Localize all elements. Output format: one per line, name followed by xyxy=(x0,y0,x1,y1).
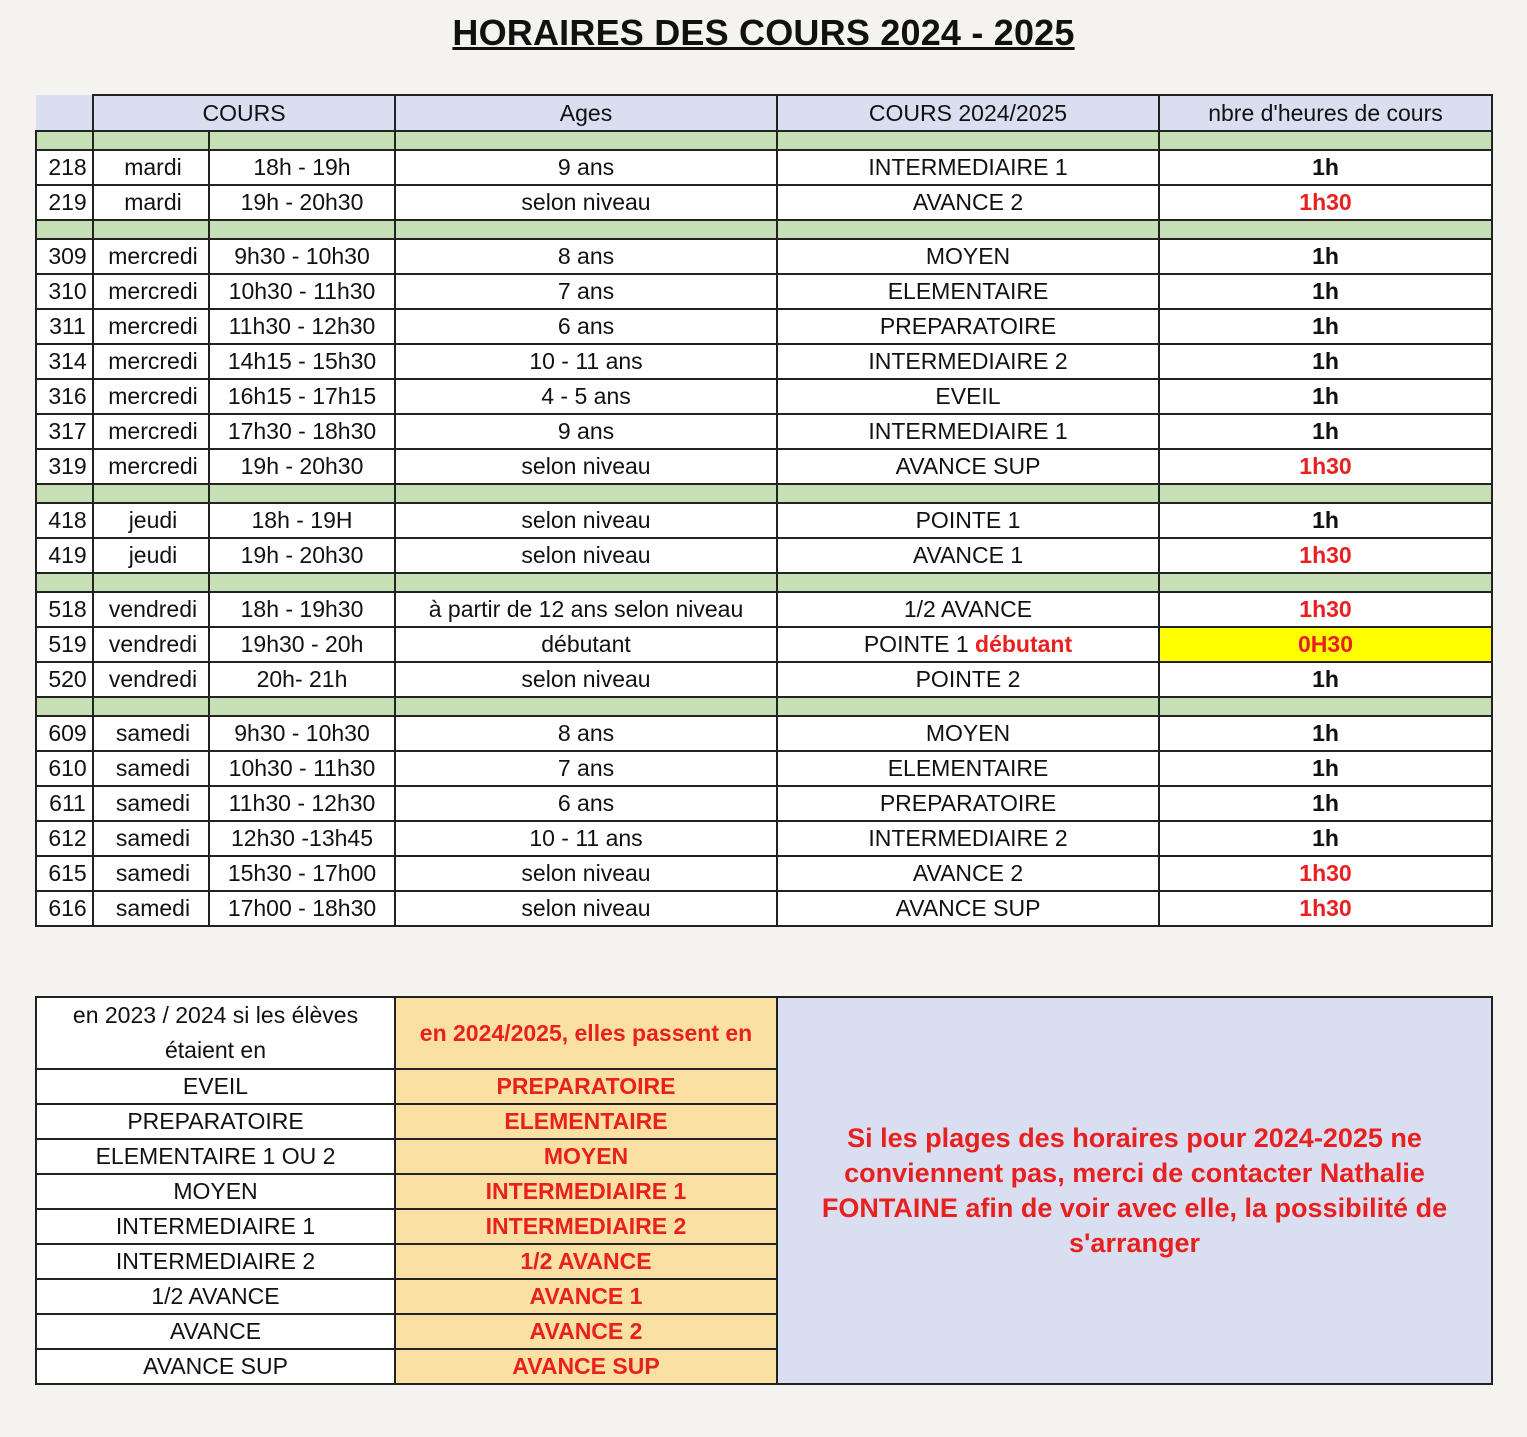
course-hours: 1h xyxy=(1159,503,1492,538)
course-age: selon niveau xyxy=(395,449,777,484)
schedule-row xyxy=(36,592,1492,627)
course-number: 319 xyxy=(36,449,93,484)
schedule-row xyxy=(36,503,1492,538)
course-time: 11h30 - 12h30 xyxy=(209,786,395,821)
course-day: samedi xyxy=(93,821,209,856)
course-level xyxy=(777,627,1159,662)
course-number: 418 xyxy=(36,503,93,538)
course-time: 17h30 - 18h30 xyxy=(209,414,395,449)
previous-level: ELEMENTAIRE 1 OU 2 xyxy=(36,1139,395,1174)
separator-cell xyxy=(36,573,93,592)
course-level xyxy=(777,751,1159,786)
previous-level: PREPARATOIRE xyxy=(36,1104,395,1139)
course-age: 9 ans xyxy=(395,150,777,185)
progression-header-prev: en 2023 / 2024 si les élèves étaient en xyxy=(36,997,395,1069)
course-number: 616 xyxy=(36,891,93,926)
course-hours: 0H30 xyxy=(1159,627,1492,662)
course-time: 9h30 - 10h30 xyxy=(209,716,395,751)
schedule-row xyxy=(36,239,1492,274)
next-level: AVANCE 2 xyxy=(395,1314,777,1349)
course-level xyxy=(777,662,1159,697)
course-hours: 1h xyxy=(1159,786,1492,821)
separator-row xyxy=(36,484,1492,503)
course-level xyxy=(777,538,1159,573)
course-level-extra: débutant xyxy=(975,631,1073,657)
previous-level: MOYEN xyxy=(36,1174,395,1209)
course-hours: 1h xyxy=(1159,379,1492,414)
course-level xyxy=(777,150,1159,185)
course-time: 19h - 20h30 xyxy=(209,538,395,573)
course-hours: 1h30 xyxy=(1159,185,1492,220)
schedule-row xyxy=(36,716,1492,751)
separator-row xyxy=(36,573,1492,592)
course-day: mardi xyxy=(93,185,209,220)
schedule-row xyxy=(36,449,1492,484)
course-level-name: INTERMEDIAIRE 2 xyxy=(868,825,1068,851)
schedule-row xyxy=(36,891,1492,926)
previous-level: 1/2 AVANCE xyxy=(36,1279,395,1314)
separator-cell xyxy=(395,484,777,503)
course-day: mercredi xyxy=(93,414,209,449)
course-level xyxy=(777,821,1159,856)
separator-row xyxy=(36,697,1492,716)
course-time: 15h30 - 17h00 xyxy=(209,856,395,891)
separator-cell xyxy=(209,131,395,150)
course-hours: 1h30 xyxy=(1159,856,1492,891)
course-age: selon niveau xyxy=(395,662,777,697)
course-level xyxy=(777,274,1159,309)
course-age: 10 - 11 ans xyxy=(395,821,777,856)
course-level-name: INTERMEDIAIRE 1 xyxy=(868,418,1068,444)
schedule-row xyxy=(36,538,1492,573)
separator-cell xyxy=(36,220,93,239)
course-number: 610 xyxy=(36,751,93,786)
course-level xyxy=(777,716,1159,751)
course-hours: 1h xyxy=(1159,239,1492,274)
course-level-name: ELEMENTAIRE xyxy=(887,755,1049,781)
course-level xyxy=(777,185,1159,220)
course-level xyxy=(777,786,1159,821)
next-level: INTERMEDIAIRE 2 xyxy=(395,1209,777,1244)
schedule-row xyxy=(36,414,1492,449)
course-hours: 1h30 xyxy=(1159,891,1492,926)
course-number: 218 xyxy=(36,150,93,185)
separator-cell xyxy=(777,484,1159,503)
course-day: mercredi xyxy=(93,274,209,309)
course-level-name: AVANCE SUP xyxy=(895,895,1041,921)
course-time: 12h30 -13h45 xyxy=(209,821,395,856)
course-level-name: AVANCE 2 xyxy=(912,189,1024,215)
course-time: 18h - 19H xyxy=(209,503,395,538)
course-time: 17h00 - 18h30 xyxy=(209,891,395,926)
previous-level: INTERMEDIAIRE 2 xyxy=(36,1244,395,1279)
course-level xyxy=(777,856,1159,891)
header-ages: Ages xyxy=(395,95,777,131)
previous-level: INTERMEDIAIRE 1 xyxy=(36,1209,395,1244)
course-day: jeudi xyxy=(93,538,209,573)
course-number: 612 xyxy=(36,821,93,856)
course-hours: 1h xyxy=(1159,274,1492,309)
course-level xyxy=(777,344,1159,379)
course-day: samedi xyxy=(93,716,209,751)
course-day: samedi xyxy=(93,891,209,926)
course-day: mardi xyxy=(93,150,209,185)
course-level-name: PREPARATOIRE xyxy=(879,313,1057,339)
course-age: 7 ans xyxy=(395,751,777,786)
schedule-row xyxy=(36,751,1492,786)
course-number: 615 xyxy=(36,856,93,891)
course-level-name: INTERMEDIAIRE 2 xyxy=(868,348,1068,374)
course-age: selon niveau xyxy=(395,856,777,891)
course-age: selon niveau xyxy=(395,538,777,573)
course-day: vendredi xyxy=(93,627,209,662)
course-age: 6 ans xyxy=(395,786,777,821)
schedule-row xyxy=(36,185,1492,220)
course-hours: 1h xyxy=(1159,414,1492,449)
course-age: selon niveau xyxy=(395,503,777,538)
course-number: 316 xyxy=(36,379,93,414)
course-level-name: POINTE 1 xyxy=(863,631,969,657)
header-corner-blank xyxy=(36,95,93,131)
course-age: 7 ans xyxy=(395,274,777,309)
separator-cell xyxy=(93,220,209,239)
course-number: 314 xyxy=(36,344,93,379)
schedule-row xyxy=(36,274,1492,309)
course-number: 611 xyxy=(36,786,93,821)
course-hours: 1h xyxy=(1159,716,1492,751)
separator-cell xyxy=(1159,573,1492,592)
separator-cell xyxy=(93,573,209,592)
course-time: 20h- 21h xyxy=(209,662,395,697)
course-level xyxy=(777,891,1159,926)
course-level-name: MOYEN xyxy=(925,720,1011,746)
separator-cell xyxy=(1159,131,1492,150)
course-age: débutant xyxy=(395,627,777,662)
course-age: 4 - 5 ans xyxy=(395,379,777,414)
course-time: 16h15 - 17h15 xyxy=(209,379,395,414)
course-hours: 1h xyxy=(1159,344,1492,379)
separator-cell xyxy=(777,131,1159,150)
course-time: 11h30 - 12h30 xyxy=(209,309,395,344)
page-title: HORAIRES DES COURS 2024 - 2025 xyxy=(452,12,1075,53)
course-age: 8 ans xyxy=(395,716,777,751)
separator-cell xyxy=(209,697,395,716)
separator-cell xyxy=(36,697,93,716)
course-level-name: POINTE 1 xyxy=(915,507,1021,533)
schedule-table xyxy=(35,94,1493,927)
course-number: 309 xyxy=(36,239,93,274)
separator-cell xyxy=(395,573,777,592)
course-hours: 1h xyxy=(1159,309,1492,344)
course-level-name: ELEMENTAIRE xyxy=(887,278,1049,304)
course-hours: 1h xyxy=(1159,150,1492,185)
course-age: 6 ans xyxy=(395,309,777,344)
course-time: 18h - 19h30 xyxy=(209,592,395,627)
course-hours: 1h30 xyxy=(1159,592,1492,627)
course-day: samedi xyxy=(93,751,209,786)
course-day: mercredi xyxy=(93,309,209,344)
progression-table xyxy=(35,996,1493,1385)
next-level: INTERMEDIAIRE 1 xyxy=(395,1174,777,1209)
course-level xyxy=(777,239,1159,274)
header-hours: nbre d'heures de cours xyxy=(1159,95,1492,131)
schedule-row xyxy=(36,786,1492,821)
course-level xyxy=(777,449,1159,484)
course-number: 609 xyxy=(36,716,93,751)
course-number: 219 xyxy=(36,185,93,220)
course-level xyxy=(777,503,1159,538)
separator-row xyxy=(36,220,1492,239)
course-number: 311 xyxy=(36,309,93,344)
course-day: mercredi xyxy=(93,449,209,484)
separator-cell xyxy=(777,220,1159,239)
course-time: 19h - 20h30 xyxy=(209,185,395,220)
progression-header-next: en 2024/2025, elles passent en xyxy=(395,997,777,1069)
previous-level: EVEIL xyxy=(36,1069,395,1104)
course-age: à partir de 12 ans selon niveau xyxy=(395,592,777,627)
course-hours: 1h xyxy=(1159,821,1492,856)
course-hours: 1h xyxy=(1159,662,1492,697)
course-number: 419 xyxy=(36,538,93,573)
next-level: AVANCE 1 xyxy=(395,1279,777,1314)
separator-row xyxy=(36,131,1492,150)
course-level-name: AVANCE 2 xyxy=(912,860,1024,886)
course-day: samedi xyxy=(93,786,209,821)
separator-cell xyxy=(93,484,209,503)
separator-cell xyxy=(395,697,777,716)
separator-cell xyxy=(209,484,395,503)
course-day: samedi xyxy=(93,856,209,891)
course-number: 520 xyxy=(36,662,93,697)
separator-cell xyxy=(395,220,777,239)
course-level-name: AVANCE 1 xyxy=(912,542,1024,568)
schedule-row xyxy=(36,856,1492,891)
separator-cell xyxy=(36,484,93,503)
course-time: 10h30 - 11h30 xyxy=(209,751,395,786)
separator-cell xyxy=(1159,220,1492,239)
course-time: 10h30 - 11h30 xyxy=(209,274,395,309)
progression-header-row xyxy=(36,997,1492,1069)
course-level-name: MOYEN xyxy=(925,243,1011,269)
schedule-row xyxy=(36,821,1492,856)
course-day: mercredi xyxy=(93,239,209,274)
separator-cell xyxy=(777,573,1159,592)
course-hours: 1h xyxy=(1159,751,1492,786)
next-level: MOYEN xyxy=(395,1139,777,1174)
separator-cell xyxy=(93,131,209,150)
header-cours-year: COURS 2024/2025 xyxy=(777,95,1159,131)
header-cours: COURS xyxy=(93,95,395,131)
course-day: mercredi xyxy=(93,379,209,414)
course-age: selon niveau xyxy=(395,185,777,220)
schedule-row xyxy=(36,150,1492,185)
schedule-header-row xyxy=(36,95,1492,131)
previous-level: AVANCE xyxy=(36,1314,395,1349)
schedule-row xyxy=(36,309,1492,344)
course-number: 518 xyxy=(36,592,93,627)
course-day: mercredi xyxy=(93,344,209,379)
course-day: vendredi xyxy=(93,662,209,697)
course-time: 14h15 - 15h30 xyxy=(209,344,395,379)
schedule-row xyxy=(36,627,1492,662)
course-age: 10 - 11 ans xyxy=(395,344,777,379)
next-level: AVANCE SUP xyxy=(395,1349,777,1384)
course-number: 317 xyxy=(36,414,93,449)
course-number: 310 xyxy=(36,274,93,309)
schedule-row xyxy=(36,379,1492,414)
separator-cell xyxy=(209,220,395,239)
course-hours: 1h30 xyxy=(1159,538,1492,573)
course-day: jeudi xyxy=(93,503,209,538)
separator-cell xyxy=(209,573,395,592)
course-level xyxy=(777,309,1159,344)
next-level: ELEMENTAIRE xyxy=(395,1104,777,1139)
course-level xyxy=(777,414,1159,449)
course-age: 9 ans xyxy=(395,414,777,449)
course-time: 9h30 - 10h30 xyxy=(209,239,395,274)
next-level: 1/2 AVANCE xyxy=(395,1244,777,1279)
course-level-name: PREPARATOIRE xyxy=(879,790,1057,816)
separator-cell xyxy=(777,697,1159,716)
course-age: selon niveau xyxy=(395,891,777,926)
course-level-name: 1/2 AVANCE xyxy=(903,596,1033,622)
separator-cell xyxy=(93,697,209,716)
course-age: 8 ans xyxy=(395,239,777,274)
schedule-row xyxy=(36,344,1492,379)
separator-cell xyxy=(1159,697,1492,716)
course-number: 519 xyxy=(36,627,93,662)
course-time: 18h - 19h xyxy=(209,150,395,185)
next-level: PREPARATOIRE xyxy=(395,1069,777,1104)
course-time: 19h30 - 20h xyxy=(209,627,395,662)
course-hours: 1h30 xyxy=(1159,449,1492,484)
course-level-name: POINTE 2 xyxy=(915,666,1021,692)
schedule-row xyxy=(36,662,1492,697)
course-level-name: EVEIL xyxy=(935,383,1001,409)
separator-cell xyxy=(1159,484,1492,503)
course-level xyxy=(777,379,1159,414)
separator-cell xyxy=(395,131,777,150)
separator-cell xyxy=(36,131,93,150)
course-time: 19h - 20h30 xyxy=(209,449,395,484)
contact-note: Si les plages des horaires pour 2024-2025 ne conviennent pas, merci de contacter Nathalie FONTAINE afin de voir avec elle, la possibilité de s'arranger xyxy=(777,997,1492,1384)
course-level-name: AVANCE SUP xyxy=(895,453,1041,479)
course-day: vendredi xyxy=(93,592,209,627)
course-level-name: INTERMEDIAIRE 1 xyxy=(868,154,1068,180)
course-level xyxy=(777,592,1159,627)
previous-level: AVANCE SUP xyxy=(36,1349,395,1384)
